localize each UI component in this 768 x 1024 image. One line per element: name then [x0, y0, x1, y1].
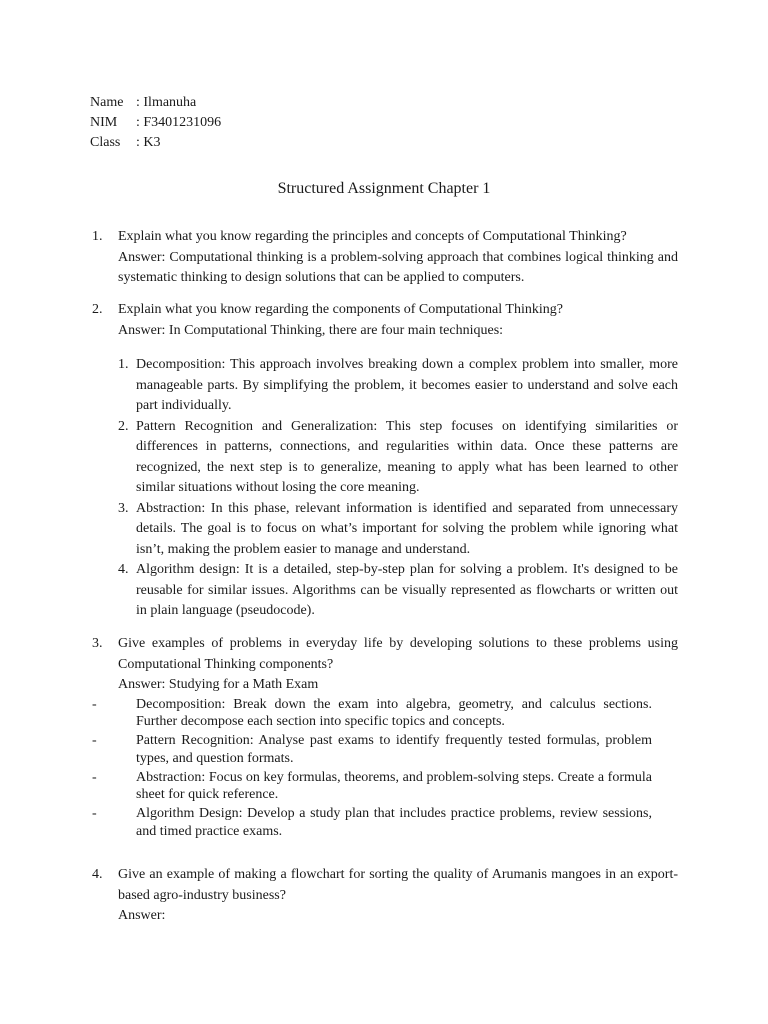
class-label: Class [90, 135, 121, 150]
nim-label: NIM [90, 115, 118, 130]
answer-text: Answer: Computational thinking is a problem-solving approach that combines logical thinking and systematic thinking to design solutions that can be applied to computers. [118, 249, 678, 285]
answer-text: Answer: [118, 908, 166, 923]
list-item [118, 417, 678, 499]
list-item [92, 769, 652, 804]
question-body [92, 634, 678, 840]
name-value: : Ilmanuha [136, 95, 197, 110]
question-2 [92, 300, 678, 622]
technique-list [118, 355, 678, 622]
question-4 [92, 865, 678, 927]
item-number: 4. [118, 562, 129, 577]
question-number: 4. [92, 867, 103, 882]
nim-value: : F3401231096 [136, 115, 222, 130]
name-row [90, 93, 221, 113]
question-1 [92, 227, 678, 289]
question-body [118, 300, 678, 622]
item-text: Algorithm Design: Develop a study plan that includes practice problems, review sessions, and timed practice exams. [136, 806, 652, 839]
question-number: 1. [92, 229, 103, 244]
question-3 [92, 634, 678, 842]
item-text: Pattern Recognition and Generalization: This step focuses on identifying similarities or differences in patterns, connections, and regularities within data. Once these patterns are recognized, the next step is to generalize, meaning to apply what has been learned to other similar situations without losing the core meaning. [136, 418, 678, 495]
question-body [118, 227, 678, 289]
name-label: Name [90, 95, 124, 110]
dash-bullet: - [92, 806, 97, 821]
question-text: Give an example of making a flowchart for sorting the quality of Arumanis mangoes in an export-based agro-industry business? [118, 867, 678, 903]
item-number: 2. [118, 418, 129, 434]
list-item [92, 696, 652, 731]
example-list [92, 696, 652, 841]
question-text: Explain what you know regarding the components of Computational Thinking? [118, 302, 563, 317]
list-item [92, 805, 652, 840]
nim-row [90, 113, 221, 133]
item-number: 1. [118, 357, 129, 372]
question-text: Explain what you know regarding the principles and concepts of Computational Thinking? [118, 229, 627, 244]
dash-bullet: - [92, 769, 97, 785]
item-text: Abstraction: In this phase, relevant information is identified and separated from unnecessary details. The goal is to focus on what’s important for solving the problem while ignoring what isn’t, making the problem easier to manage and understand. [136, 500, 678, 557]
student-info [90, 93, 221, 153]
dash-bullet: - [92, 696, 97, 712]
list-item [118, 560, 678, 622]
item-text: Pattern Recognition: Analyse past exams to identify frequently tested formulas, problem types, and question formats. [136, 733, 652, 766]
answer-text: Answer: In Computational Thinking, there are four main techniques: [118, 322, 504, 338]
page-title: Structured Assignment Chapter 1 [277, 180, 491, 197]
question-text: Give examples of problems in everyday life by developing solutions to these problems using Computational Thinking components? [118, 636, 678, 672]
item-text: Decomposition: This approach involves breaking down a complex problem into smaller, more manageable parts. By simplifying the problem, it becomes easier to understand and solve each part individually. [136, 357, 678, 413]
list-item [118, 355, 678, 417]
list-item [92, 732, 652, 767]
dash-bullet: - [92, 733, 97, 748]
question-number: 2. [92, 302, 103, 317]
item-number: 3. [118, 500, 129, 516]
item-text: Algorithm design: It is a detailed, step-by-step plan for solving a problem. It's designed to be reusable for similar issues. Algorithms can be visually represented as flowcharts or written out in plain language (pseudocode). [136, 562, 678, 618]
list-item [118, 499, 678, 561]
class-value: : K3 [136, 135, 161, 150]
question-body [118, 865, 678, 927]
item-text: Decomposition: Break down the exam into algebra, geometry, and calculus sections. Further decompose each section into specific topics and concepts. [136, 696, 652, 729]
item-text: Abstraction: Focus on key formulas, theorems, and problem-solving steps. Create a formula sheet for quick reference. [136, 769, 652, 802]
question-number: 3. [92, 636, 103, 651]
answer-text: Answer: Studying for a Math Exam [118, 677, 319, 692]
class-row [90, 133, 221, 153]
